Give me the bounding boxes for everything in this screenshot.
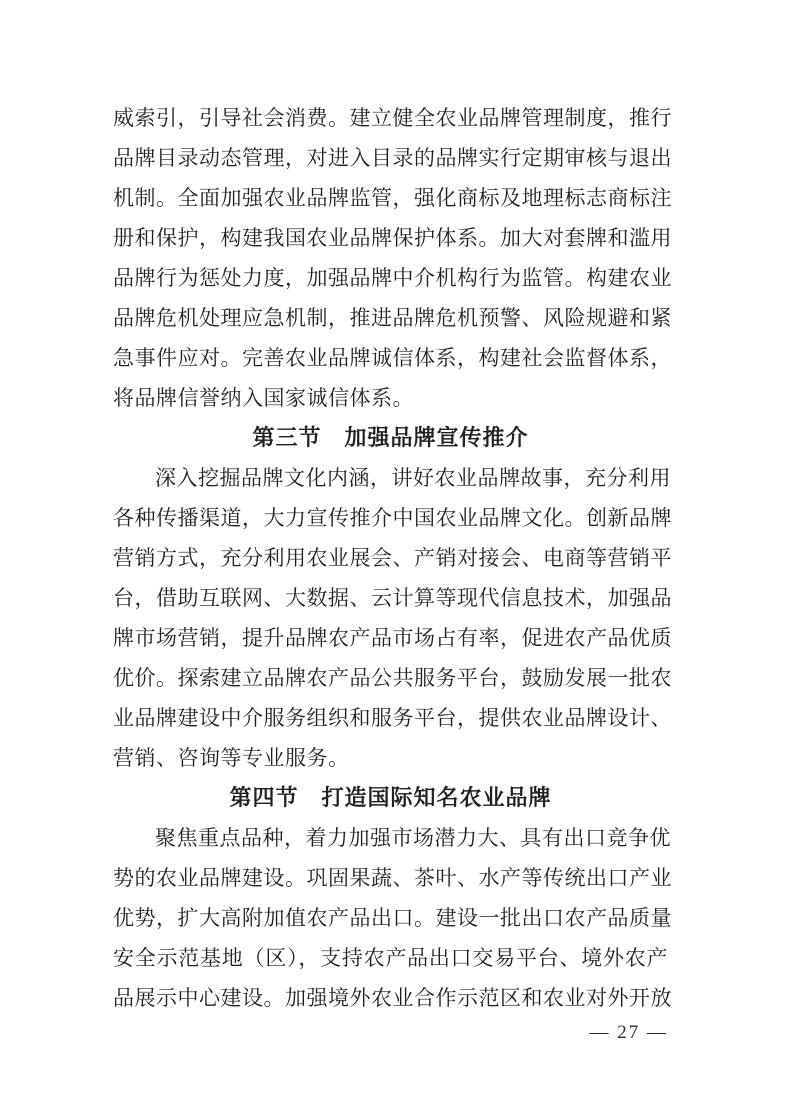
text-line: 业品牌建设中介服务组织和服务平台，提供农业品牌设计、 xyxy=(113,706,672,730)
text-line: 牌市场营销，提升品牌农产品市场占有率，促进农产品优质 xyxy=(113,626,672,650)
text-line: 聚焦重点品种，着力加强市场潜力大、具有出口竞争优 xyxy=(155,826,671,850)
text-line: 威索引，引导社会消费。建立健全农业品牌管理制度，推行 xyxy=(113,106,672,130)
text-line: 品牌危机处理应急机制，推进品牌危机预警、风险规避和紧 xyxy=(113,306,672,330)
page-number: — 27 — xyxy=(589,1022,668,1043)
text-line: 势的农业品牌建设。巩固果蔬、茶叶、水产等传统出口产业 xyxy=(113,866,672,890)
paragraph-brand-regulation xyxy=(113,98,672,418)
text-line: 营销、咨询等专业服务。 xyxy=(113,746,350,770)
text-line: 深入挖掘品牌文化内涵，讲好农业品牌故事，充分利用 xyxy=(155,466,671,490)
text-line: 营销方式，充分利用农业展会、产销对接会、电商等营销平 xyxy=(113,546,672,570)
text-line: 急事件应对。完善农业品牌诚信体系，构建社会监督体系， xyxy=(113,346,672,370)
page-body xyxy=(113,98,672,1018)
text-line: 各种传播渠道，大力宣传推介中国农业品牌文化。创新品牌 xyxy=(113,506,672,530)
text-line: 台，借助互联网、大数据、云计算等现代信息技术，加强品 xyxy=(113,586,672,610)
text-line: 机制。全面加强农业品牌监管，强化商标及地理标志商标注 xyxy=(113,186,672,210)
section-heading-3: 第三节 加强品牌宣传推介 xyxy=(252,425,529,450)
text-line: 品展示中心建设。加强境外农业合作示范区和农业对外开放 xyxy=(113,986,672,1010)
paragraph-international-brands xyxy=(113,818,672,1018)
section-heading-4: 第四节 打造国际知名农业品牌 xyxy=(229,785,552,810)
text-line: 册和保护，构建我国农业品牌保护体系。加大对套牌和滥用 xyxy=(113,226,672,250)
text-line: 安全示范基地（区），支持农产品出口交易平台、境外农产 xyxy=(113,946,668,970)
paragraph-brand-promotion xyxy=(113,458,672,778)
text-line: 品牌行为惩处力度，加强品牌中介机构行为监管。构建农业 xyxy=(113,266,672,290)
text-line: 将品牌信誉纳入国家诚信体系。 xyxy=(113,386,414,410)
text-line: 品牌目录动态管理，对进入目录的品牌实行定期审核与退出 xyxy=(113,146,672,170)
text-line: 优价。探索建立品牌农产品公共服务平台，鼓励发展一批农 xyxy=(113,666,672,690)
text-line: 优势，扩大高附加值农产品出口。建设一批出口农产品质量 xyxy=(113,906,672,930)
